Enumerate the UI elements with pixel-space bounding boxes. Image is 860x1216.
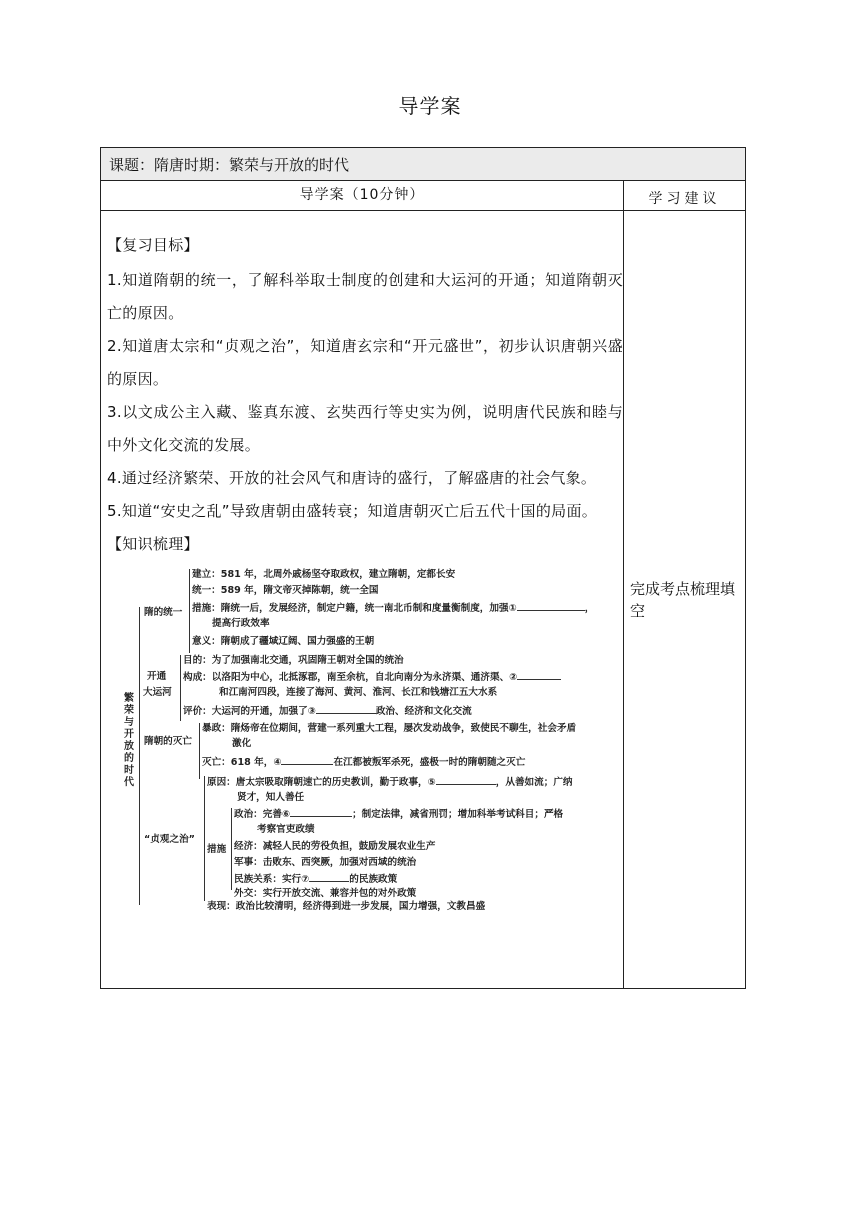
sui-line: 措施：隋统一后，发展经济，制定户籍，统一南北币制和度量衡制度，加强① ，: [192, 603, 595, 614]
guide-column-header: 导学案（10分钟）: [101, 181, 624, 211]
zhenguan-line: 原因：唐太宗吸取隋朝速亡的历史教训，勤于政事，⑤ ，从善如流；广纳: [207, 777, 573, 788]
fall-bracket: [199, 723, 200, 779]
suggestion-column-header: 学习建议: [624, 181, 746, 211]
goals-heading: 【复习目标】: [107, 236, 199, 254]
goal-item: 1.知道隋朝的统一，了解科举取士制度的创建和大运河的开通；知道隋朝灭亡的原因。: [107, 271, 623, 322]
blank-1: [517, 602, 585, 611]
goal-item: 3.以文成公主入藏、鉴真东渡、玄奘西行等史实为例，说明唐代民族和睦与中外文化交流的发展。: [107, 403, 623, 454]
canal-line: 目的：为了加强南北交通，巩固隋王朝对全国的统治: [183, 655, 404, 666]
blank-5: [436, 776, 496, 785]
fall-label: 隋朝的灭亡: [144, 736, 192, 747]
fall-line: 灭亡：618 年，④ 在江都被叛军杀死，盛极一时的隋朝随之灭亡: [202, 757, 526, 768]
study-guide-table: [100, 147, 746, 989]
canal-bracket: [180, 655, 181, 721]
fall-line: 激化: [232, 738, 252, 749]
measures-bracket: [231, 808, 232, 890]
course-topic: 课题：隋唐时期：繁荣与开放的时代: [101, 148, 746, 181]
zhenguan-label: “贞观之治”: [144, 834, 195, 845]
canal-line: 和江南河四段，连接了海河、黄河、淮河、长江和钱塘江五大水系: [219, 687, 498, 698]
zhenguan-line: 经济：减轻人民的劳役负担，鼓励发展农业生产: [234, 841, 436, 852]
goal-item: 2.知道唐太宗和“贞观之治”，知道唐玄宗和“开元盛世”，初步认识唐朝兴盛的原因。: [107, 337, 623, 388]
zhenguan-line: 表现：政治比较清明，经济得到进一步发展，国力增强，文教昌盛: [207, 901, 486, 912]
sui-unify-label: 隋的统一: [144, 607, 183, 618]
sui-line: 建立：581 年，北周外戚杨坚夺取政权，建立隋朝，定都长安: [192, 569, 456, 580]
blank-7: [309, 873, 349, 882]
knowledge-map: [107, 563, 623, 912]
canal-line: 评价：大运河的开通，加强了③ 政治、经济和文化交流: [183, 706, 472, 717]
blank-3: [316, 705, 376, 714]
suggestion-cell: 完成考点梳理填空: [624, 211, 746, 989]
canal-label: 大运河: [143, 687, 172, 698]
knowledge-heading: 【知识梳理】: [107, 535, 199, 553]
zhenguan-line: 政治：完善⑥ ；制定法律，减省刑罚；增加科举考试科目；严格: [234, 809, 564, 820]
goal-item: 5.知道“安史之乱”导致唐朝由盛转衰；知道唐朝灭亡后五代十国的局面。: [107, 502, 598, 520]
zhenguan-line: 军事：击败东、西突厥，加强对西域的统治: [234, 857, 417, 868]
measures-label: 措施: [207, 844, 227, 855]
canal-line: 构成：以洛阳为中心，北抵涿郡，南至余杭，自北向南分为永济渠、通济渠、②: [183, 671, 561, 684]
blank-6: [290, 808, 352, 817]
root-label: 繁荣与开放的时代: [124, 693, 134, 788]
zhenguan-line: 外交：实行开放交流、兼容并包的对外政策: [234, 888, 417, 899]
guide-content: [101, 211, 624, 989]
zhenguan-line: 考察官吏政绩: [257, 824, 315, 835]
zhenguan-bracket: [204, 776, 205, 901]
fall-line: 暴政：隋炀帝在位期间，营建一系列重大工程，屡次发动战争，致使民不聊生，社会矛盾: [202, 723, 577, 734]
blank-2: [517, 671, 561, 680]
sui-bracket: [189, 569, 190, 653]
sui-line: 提高行政效率: [212, 618, 270, 629]
sui-line: 意义：隋朝成了疆域辽阔、国力强盛的王朝: [192, 636, 375, 647]
blank-4: [281, 756, 333, 765]
zhenguan-line: 民族关系：实行⑦ 的民族政策: [234, 874, 398, 885]
root-bracket: [139, 607, 140, 905]
zhenguan-line: 贤才，知人善任: [237, 792, 305, 803]
goal-item: 4.通过经济繁荣、开放的社会风气和唐诗的盛行，了解盛唐的社会气象。: [107, 469, 597, 487]
page-title: 导学案: [398, 94, 462, 118]
sui-line: 统一：589 年，隋文帝灭掉陈朝，统一全国: [192, 585, 379, 596]
canal-label: 开通: [147, 671, 167, 682]
